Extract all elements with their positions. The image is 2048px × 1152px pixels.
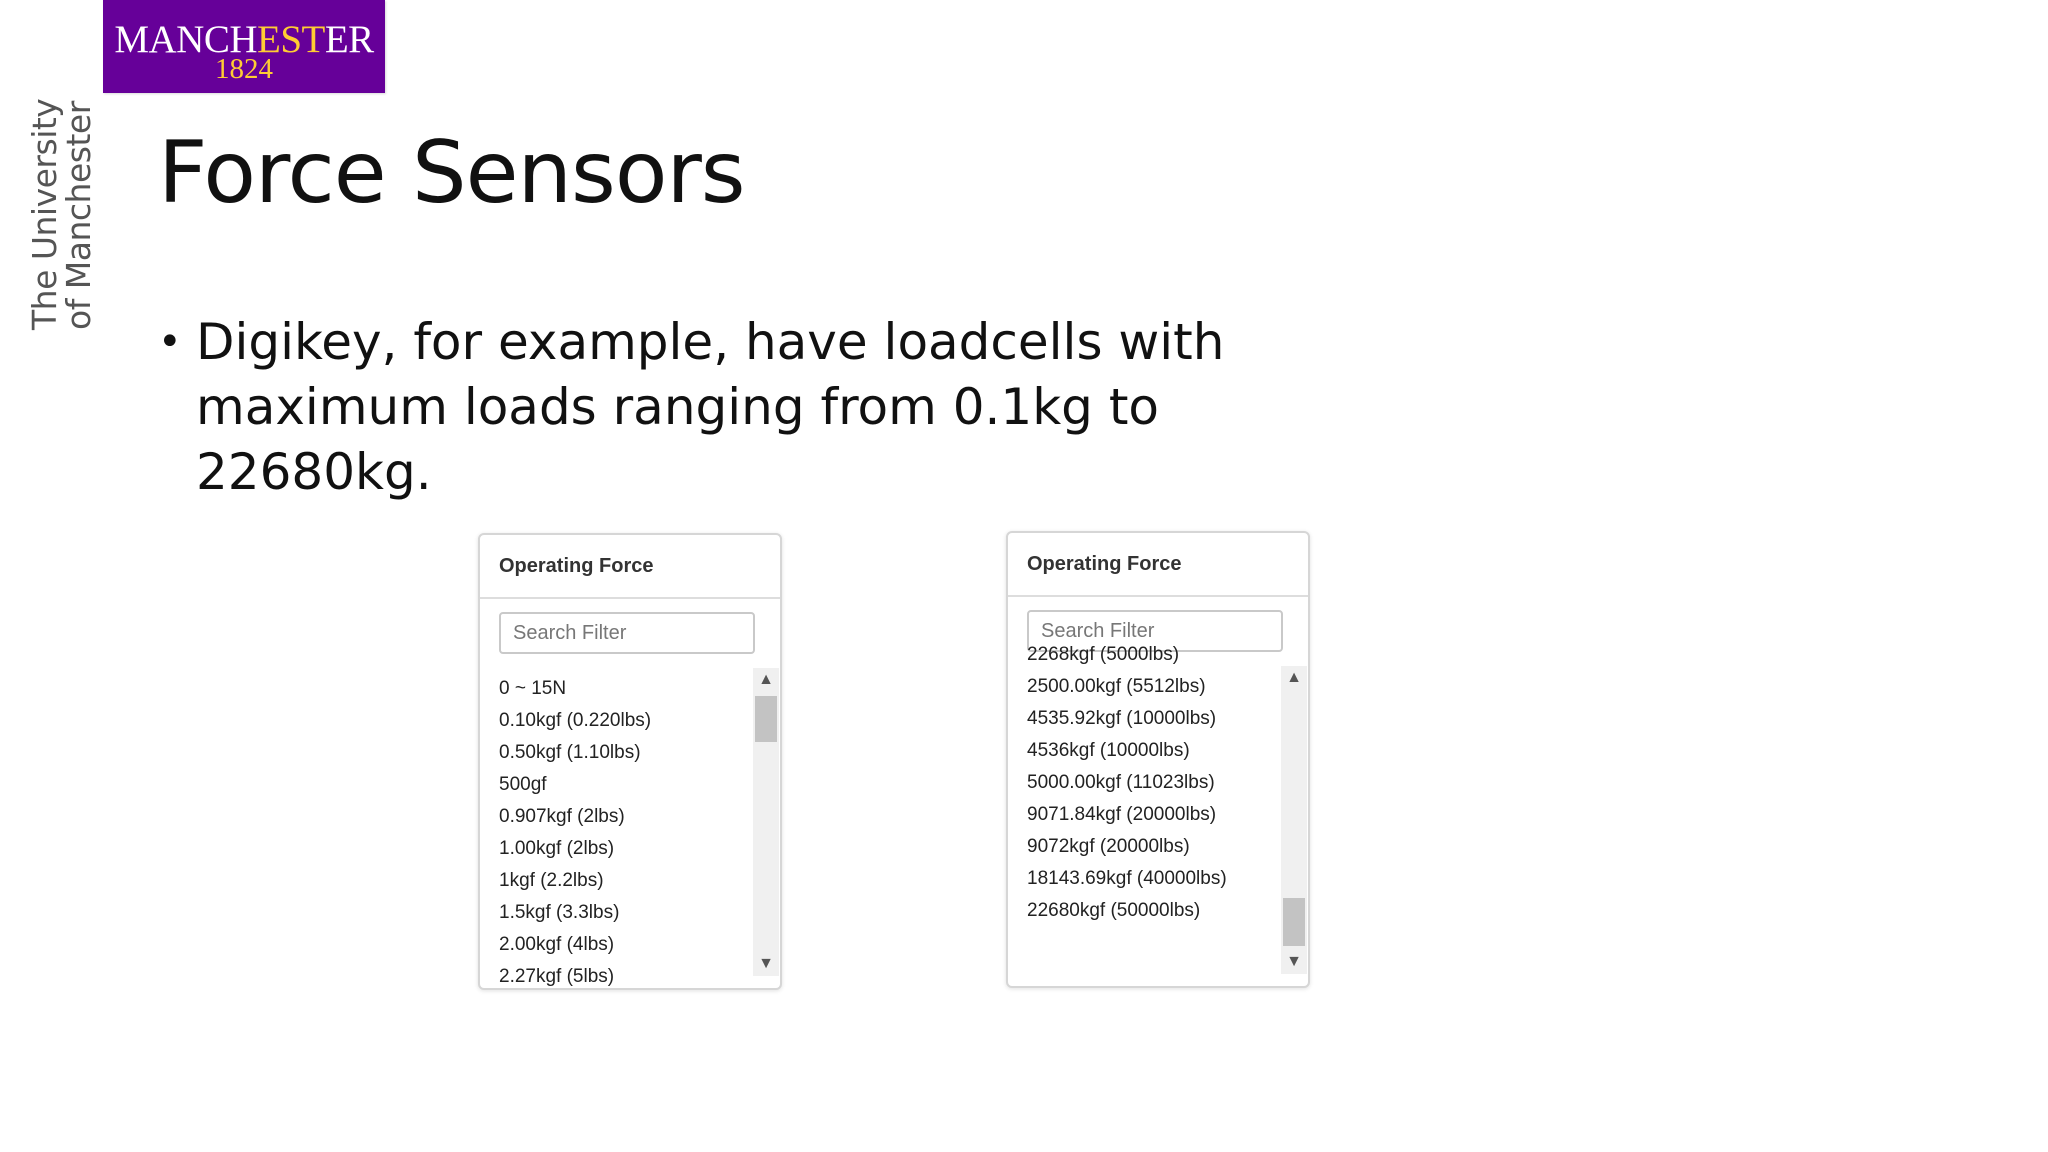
list-item[interactable]: 2268kgf (5000lbs) xyxy=(1027,644,1180,665)
panel-header xyxy=(1008,533,1308,597)
logo-wordmark: MANCHESTER xyxy=(114,18,374,61)
list-item[interactable]: 1.5kgf (3.3lbs) xyxy=(499,902,620,923)
list-item[interactable]: 9071.84kgf (20000lbs) xyxy=(1027,804,1217,825)
bullet-icon: • xyxy=(158,319,182,365)
list-item[interactable]: 9072kgf (20000lbs) xyxy=(1027,836,1190,857)
option-list[interactable] xyxy=(499,668,749,987)
scroll-up-icon[interactable]: ▲ xyxy=(1286,669,1302,686)
slide-title: Force Sensors xyxy=(158,123,745,223)
list-item[interactable]: 4536kgf (10000lbs) xyxy=(1027,740,1190,761)
list-item[interactable]: 1kgf (2.2lbs) xyxy=(499,870,604,891)
list-item[interactable]: 2.27kgf (5lbs) xyxy=(499,966,615,987)
list-item[interactable]: 0 ~ 15N xyxy=(499,678,567,699)
side-text-line2: of Manchester xyxy=(59,101,98,330)
scrollbar-thumb[interactable] xyxy=(755,696,777,742)
scroll-down-icon[interactable]: ▼ xyxy=(758,955,774,972)
bullet-text: Digikey, for example, have loadcells with maximum loads ranging from 0.1kg to 22680kg. xyxy=(196,313,1225,501)
panel-heading: Operating Force xyxy=(1027,553,1182,575)
list-item[interactable]: 2.00kgf (4lbs) xyxy=(499,934,615,955)
list-item[interactable]: 18143.69kgf (40000lbs) xyxy=(1027,868,1227,889)
list-item[interactable]: 1.00kgf (2lbs) xyxy=(499,838,615,859)
operating-force-filter-panel-1 xyxy=(478,533,782,990)
scrollbar-thumb[interactable] xyxy=(1283,898,1305,946)
side-text-line1: The University xyxy=(25,98,64,330)
list-item[interactable]: 0.10kgf (0.220lbs) xyxy=(499,710,652,731)
search-filter-input[interactable] xyxy=(499,612,755,654)
option-list[interactable] xyxy=(1027,644,1277,974)
logo-year: 1824 xyxy=(215,53,273,85)
scrollbar[interactable] xyxy=(1281,666,1307,974)
operating-force-filter-panel-2 xyxy=(1006,531,1310,988)
panel-heading: Operating Force xyxy=(499,555,654,577)
university-logo xyxy=(103,0,385,93)
scrollbar[interactable] xyxy=(753,668,779,976)
list-item[interactable]: 0.50kgf (1.10lbs) xyxy=(499,742,641,763)
list-item[interactable]: 5000.00kgf (11023lbs) xyxy=(1027,772,1215,793)
list-item[interactable]: 4535.92kgf (10000lbs) xyxy=(1027,708,1217,729)
university-side-text xyxy=(25,98,98,330)
list-item[interactable]: 22680kgf (50000lbs) xyxy=(1027,900,1201,921)
scroll-down-icon[interactable]: ▼ xyxy=(1286,953,1302,970)
list-item[interactable]: 0.907kgf (2lbs) xyxy=(499,806,625,827)
scroll-up-icon[interactable]: ▲ xyxy=(758,671,774,688)
panel-header xyxy=(480,535,780,599)
list-item[interactable]: 500gf xyxy=(499,774,547,795)
list-item[interactable]: 2500.00kgf (5512lbs) xyxy=(1027,676,1206,697)
